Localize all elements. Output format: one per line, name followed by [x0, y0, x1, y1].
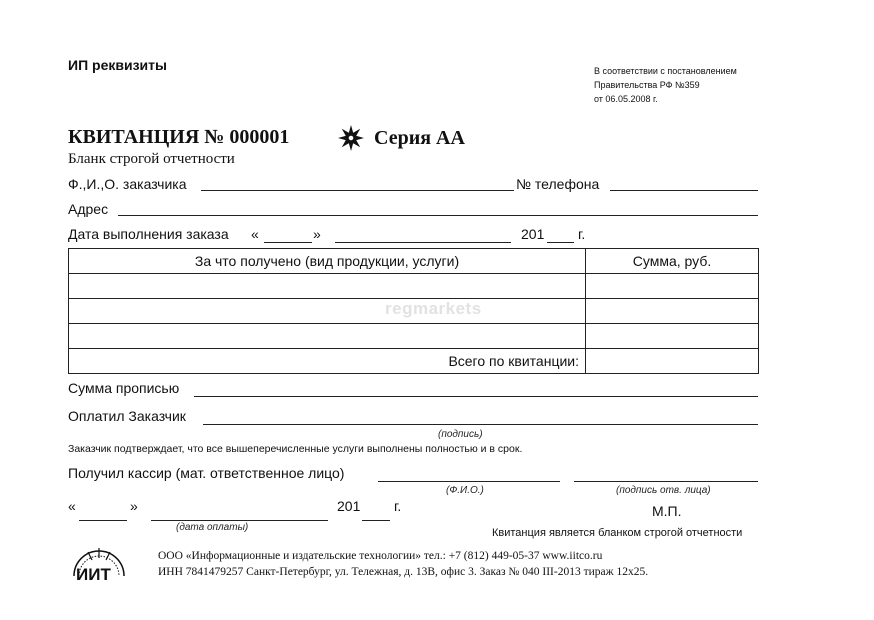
- customer-name-label: Ф.,И.,О. заказчика: [68, 176, 187, 192]
- series-label: Серия АА: [374, 127, 465, 149]
- quote-open: «: [68, 498, 76, 514]
- regulation-note: [594, 64, 737, 106]
- quote-close: »: [313, 226, 321, 242]
- address-label: Адрес: [68, 201, 109, 217]
- publisher-info-line1: ООО «Информационные и издательские технологии» тел.: +7 (812) 449-05-37 www.iitco.ru: [158, 550, 603, 562]
- signature-caption: (подпись): [438, 429, 483, 440]
- payment-month-field[interactable]: [151, 520, 328, 521]
- year-prefix: 201: [521, 226, 545, 242]
- form-subtitle: Бланк строгой отчетности: [68, 151, 235, 167]
- payment-date-caption: (дата оплаты): [176, 522, 249, 533]
- receipt-title: КВИТАНЦИЯ № 000001: [68, 126, 290, 148]
- address-field[interactable]: [118, 215, 758, 216]
- order-day-field[interactable]: [264, 242, 312, 243]
- service-cell[interactable]: [69, 274, 586, 299]
- customer-name-field[interactable]: [201, 190, 514, 191]
- responsible-signature-caption: (подпись отв. лица): [616, 485, 711, 496]
- year-suffix: г.: [578, 226, 586, 242]
- amount-words-label: Сумма прописью: [68, 380, 180, 396]
- amount-cell[interactable]: [586, 299, 759, 324]
- watermark: regmarkets: [385, 299, 482, 318]
- payment-day-field[interactable]: [79, 520, 127, 521]
- total-label: Всего по квитанции:: [69, 349, 586, 374]
- year-prefix: 201: [337, 498, 361, 514]
- service-cell[interactable]: [69, 299, 586, 324]
- quote-open: «: [251, 226, 259, 242]
- amount-words-field[interactable]: [194, 396, 758, 397]
- customer-signature-field[interactable]: [203, 424, 758, 425]
- phone-field[interactable]: [610, 190, 758, 191]
- service-cell[interactable]: [69, 324, 586, 349]
- fio-caption: (Ф.И.О.): [446, 485, 484, 496]
- table-total-row: [69, 349, 759, 374]
- table-row: [69, 324, 759, 349]
- phone-label: № телефона: [516, 176, 600, 192]
- order-date-label: Дата выполнения заказа: [68, 226, 229, 242]
- table-header-row: [69, 249, 759, 274]
- cashier-signature-field[interactable]: [574, 481, 758, 482]
- table-header-service: За что получено (вид продукции, услуги): [69, 249, 586, 274]
- star-icon: [337, 124, 365, 152]
- table-row: [69, 274, 759, 299]
- cashier-label: Получил кассир (мат. ответственное лицо): [68, 465, 345, 481]
- paid-by-label: Оплатил Заказчик: [68, 408, 186, 424]
- publisher-logo-text: ИИТ: [76, 565, 111, 584]
- publisher-info-line2: ИНН 7841479257 Санкт-Петербург, ул. Тележная, д. 13В, офис 3. Заказ № 040 III-2013 тираж 12х25.: [158, 566, 649, 578]
- regulation-line: от 06.05.2008 г.: [594, 94, 658, 104]
- total-amount-cell[interactable]: [586, 349, 759, 374]
- payment-year-field[interactable]: [362, 520, 390, 521]
- table-header-amount: Сумма, руб.: [586, 249, 759, 274]
- order-year-field[interactable]: [547, 242, 574, 243]
- stamp-label: М.П.: [652, 503, 682, 519]
- order-month-field[interactable]: [335, 242, 511, 243]
- amount-cell[interactable]: [586, 274, 759, 299]
- strict-form-note: Квитанция является бланком строгой отчетности: [492, 527, 743, 539]
- quote-close: »: [130, 498, 138, 514]
- entrepreneur-details-label: ИП реквизиты: [68, 57, 167, 73]
- confirmation-text: Заказчик подтверждает, что все вышеперечисленные услуги выполнены полностью и в срок.: [68, 443, 523, 455]
- cashier-name-field[interactable]: [378, 481, 560, 482]
- amount-cell[interactable]: [586, 324, 759, 349]
- regulation-line: В соответствии с постановлением: [594, 66, 737, 76]
- regulation-line: Правительства РФ №359: [594, 80, 700, 90]
- year-suffix: г.: [394, 498, 402, 514]
